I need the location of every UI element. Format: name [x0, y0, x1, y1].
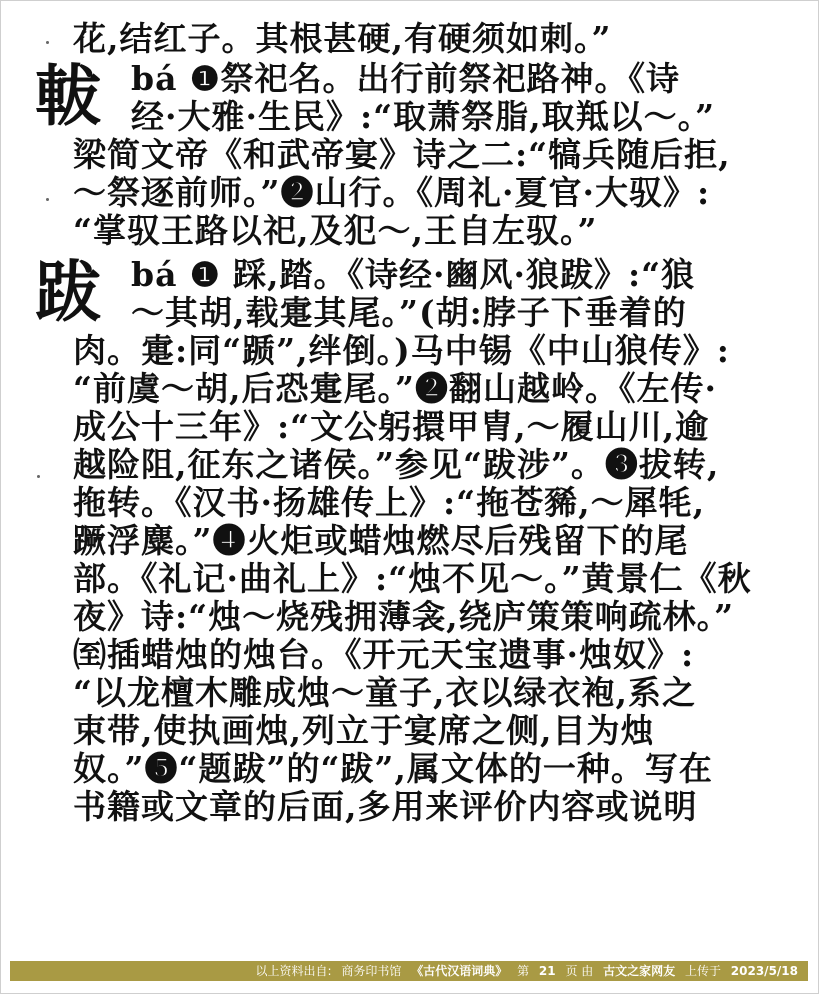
- text-line: bá ❶ 踩,踏。《诗经·豳风·狼跋》:“狼: [131, 255, 696, 294]
- text-line: “以龙檀木雕成烛～童子,衣以绿衣袍,系之: [73, 673, 696, 712]
- text-line: “前虞～胡,后恐疐尾。”❷翻山越岭。《左传·: [73, 369, 717, 408]
- footer-publisher: 商务印书馆: [341, 964, 402, 978]
- footer-page-prefix: 第: [517, 964, 530, 978]
- text-line: 花,结红子。其根甚硬,有硬须如刺。”: [73, 19, 612, 58]
- footer-source-label: 以上资料出自:: [255, 964, 332, 978]
- text-line: 肉。疐:同“踬”,绊倒。)马中锡《中山狼传》:: [73, 331, 730, 370]
- text-line: bá ❶祭祀名。出行前祭祀路神。《诗: [131, 59, 681, 98]
- text-line: 夜》诗:“烛～烧残拥薄衾,绕庐策策响疏林。”: [73, 597, 735, 636]
- scan-speck: [46, 41, 49, 44]
- footer-date: 2023/5/18: [730, 964, 798, 978]
- text-line: 成公十三年》:“文公躬擐甲胄,～履山川,逾: [73, 407, 710, 446]
- footer-uploaded-label: 上传于: [684, 964, 721, 978]
- text-line: 束带,使执画烛,列立于宴席之侧,目为烛: [73, 711, 655, 750]
- text-line: 越险阻,征东之诸侯。”参见“跋涉”。❸拔转,: [73, 445, 720, 484]
- source-footer: [10, 961, 808, 981]
- text-line: ～其胡,载疐其尾。”(胡:脖子下垂着的: [131, 293, 687, 332]
- footer-book: 《古代汉语词典》: [411, 964, 508, 978]
- text-line: 书籍或文章的后面,多用来评价内容或说明: [73, 787, 698, 826]
- scan-speck: [46, 198, 49, 201]
- text-line: 蹶浮麋。”❹火炬或蜡烛燃尽后残留下的尾: [73, 521, 689, 560]
- text-line: 梁简文帝《和武帝宴》诗之二:“犒兵随后拒,: [73, 135, 731, 174]
- text-line: 拖转。《汉书·扬雄传上》:“拖苍豨,～犀牦,: [73, 483, 706, 522]
- text-line: 经·大雅·生民》:“取萧祭脂,取羝以～。”: [131, 97, 716, 136]
- headword-bei: 軷: [35, 57, 101, 135]
- footer-page-suffix: 页 由: [565, 964, 594, 978]
- text-line: 奴。”❺“题跋”的“跋”,属文体的一种。写在: [73, 749, 713, 788]
- footer-page-number: 21: [538, 964, 556, 978]
- text-line: ㉃插蜡烛的烛台。《开元天宝遗事·烛奴》:: [73, 635, 695, 674]
- text-line: 部。《礼记·曲礼上》:“烛不见～。”黄景仁《秋: [73, 559, 752, 598]
- headword-ba: 跋: [35, 253, 101, 331]
- footer-uploader: 古文之家网友: [603, 964, 676, 978]
- text-line: ～祭逐前师。”❷山行。《周礼·夏官·大驭》:: [73, 173, 711, 212]
- text-line: “掌驭王路以祀,及犯～,王自左驭。”: [73, 211, 598, 250]
- scan-speck: [37, 475, 40, 478]
